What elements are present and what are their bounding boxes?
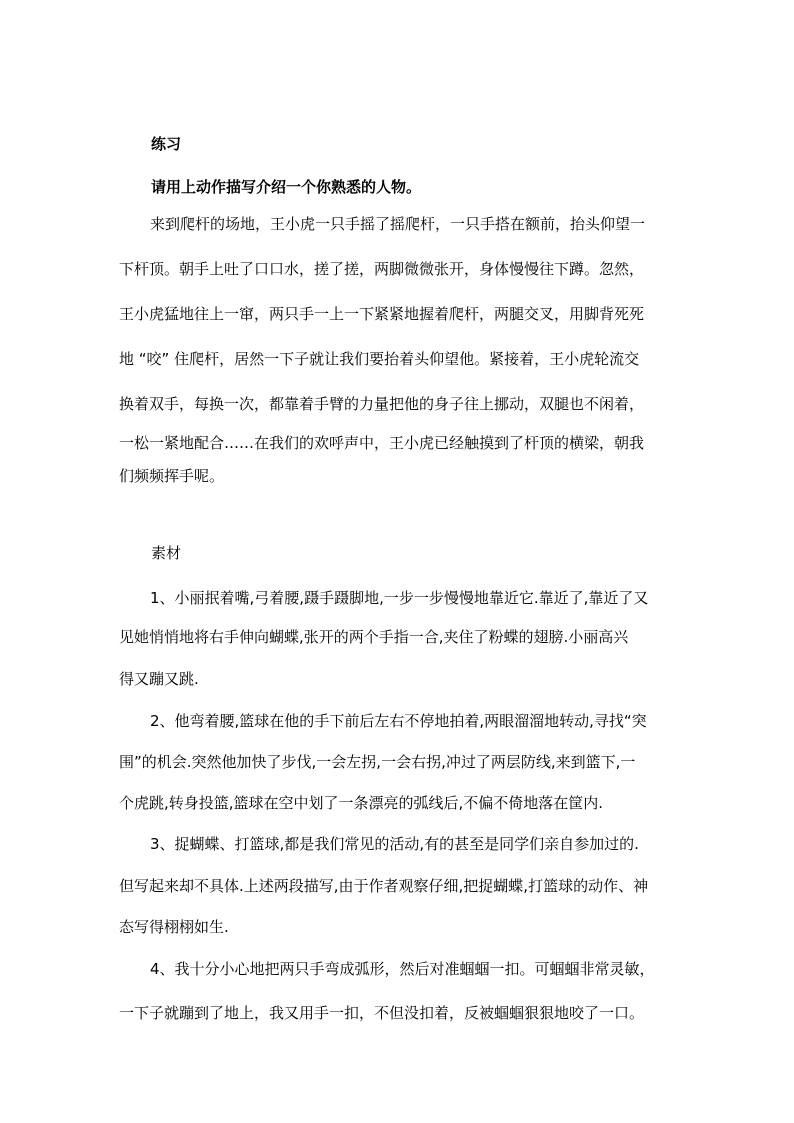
paragraph-line: 换着双手，每换一次，都靠着手臂的力量把他的身子往上挪动，双腿也不闲着， — [119, 395, 645, 413]
paragraph-line: 3、捉蝴蝶、打篮球,都是我们常见的活动,有的甚至是同学们亲自参加过的. — [150, 835, 639, 853]
paragraph-line: 围”的机会.突然他加快了步伐,一会左拐,一会右拐,冲过了两层防线,来到篮下,一 — [119, 753, 636, 771]
paragraph-line: 们频频挥手呢。 — [119, 467, 225, 485]
paragraph-line: 一下子就蹦到了地上，我又用手一扣，不但没扣着，反被蝈蝈狠狠地咬了一口。 — [119, 1004, 645, 1022]
paragraph-line: 1、小丽抿着嘴,弓着腰,蹑手蹑脚地,一步一步慢慢地靠近它.靠近了,靠近了又 — [150, 589, 649, 607]
paragraph-line: 王小虎猛地往上一窜，两只手一上一下紧紧地握着爬杆，两腿交叉，用脚背死死 — [119, 305, 645, 323]
paragraph-line: 下杆顶。朝手上吐了口口水，搓了搓，两脚微微张开，身体慢慢往下蹲。忽然， — [119, 260, 645, 278]
paragraph-line: 一松一紧地配合……在我们的欢呼声中，王小虎已经触摸到了杆顶的横梁，朝我 — [119, 434, 645, 452]
paragraph-line: 得又蹦又跳. — [119, 670, 199, 688]
paragraph-line: 但写起来却不具体.上述两段描写,由于作者观察仔细,把捉蝴蝶,打篮球的动作、神 — [119, 877, 649, 895]
paragraph-line: 来到爬杆的场地，王小虎一只手摇了摇爬杆，一只手搭在额前，抬头仰望一 — [150, 215, 646, 233]
paragraph-line: 个虎跳,转身投篮,篮球在空中划了一条漂亮的弧线后,不偏不倚地落在筐内. — [119, 794, 604, 812]
material-heading: 素材 — [151, 544, 182, 562]
practice-prompt: 请用上动作描写介绍一个你熟悉的人物。 — [151, 178, 422, 196]
paragraph-line: 2、他弯着腰,篮球在他的手下前后左右不停地拍着,两眼溜溜地转动,寻找“突 — [150, 712, 647, 730]
paragraph-line: 态写得栩栩如生. — [119, 918, 229, 936]
paragraph-line: 地 “咬” 住爬杆，居然一下子就让我们要抬着头仰望他。紧接着，王小虎轮流交 — [119, 350, 640, 368]
paragraph-line: 见她悄悄地将右手伸向蝴蝶,张开的两个手指一合,夹住了粉蝶的翅膀.小丽高兴 — [119, 628, 629, 646]
practice-heading: 练习 — [151, 135, 182, 153]
paragraph-line: 4、我十分小心地把两只手弯成弧形，然后对准蝈蝈一扣。可蝈蝈非常灵敏， — [150, 960, 655, 978]
